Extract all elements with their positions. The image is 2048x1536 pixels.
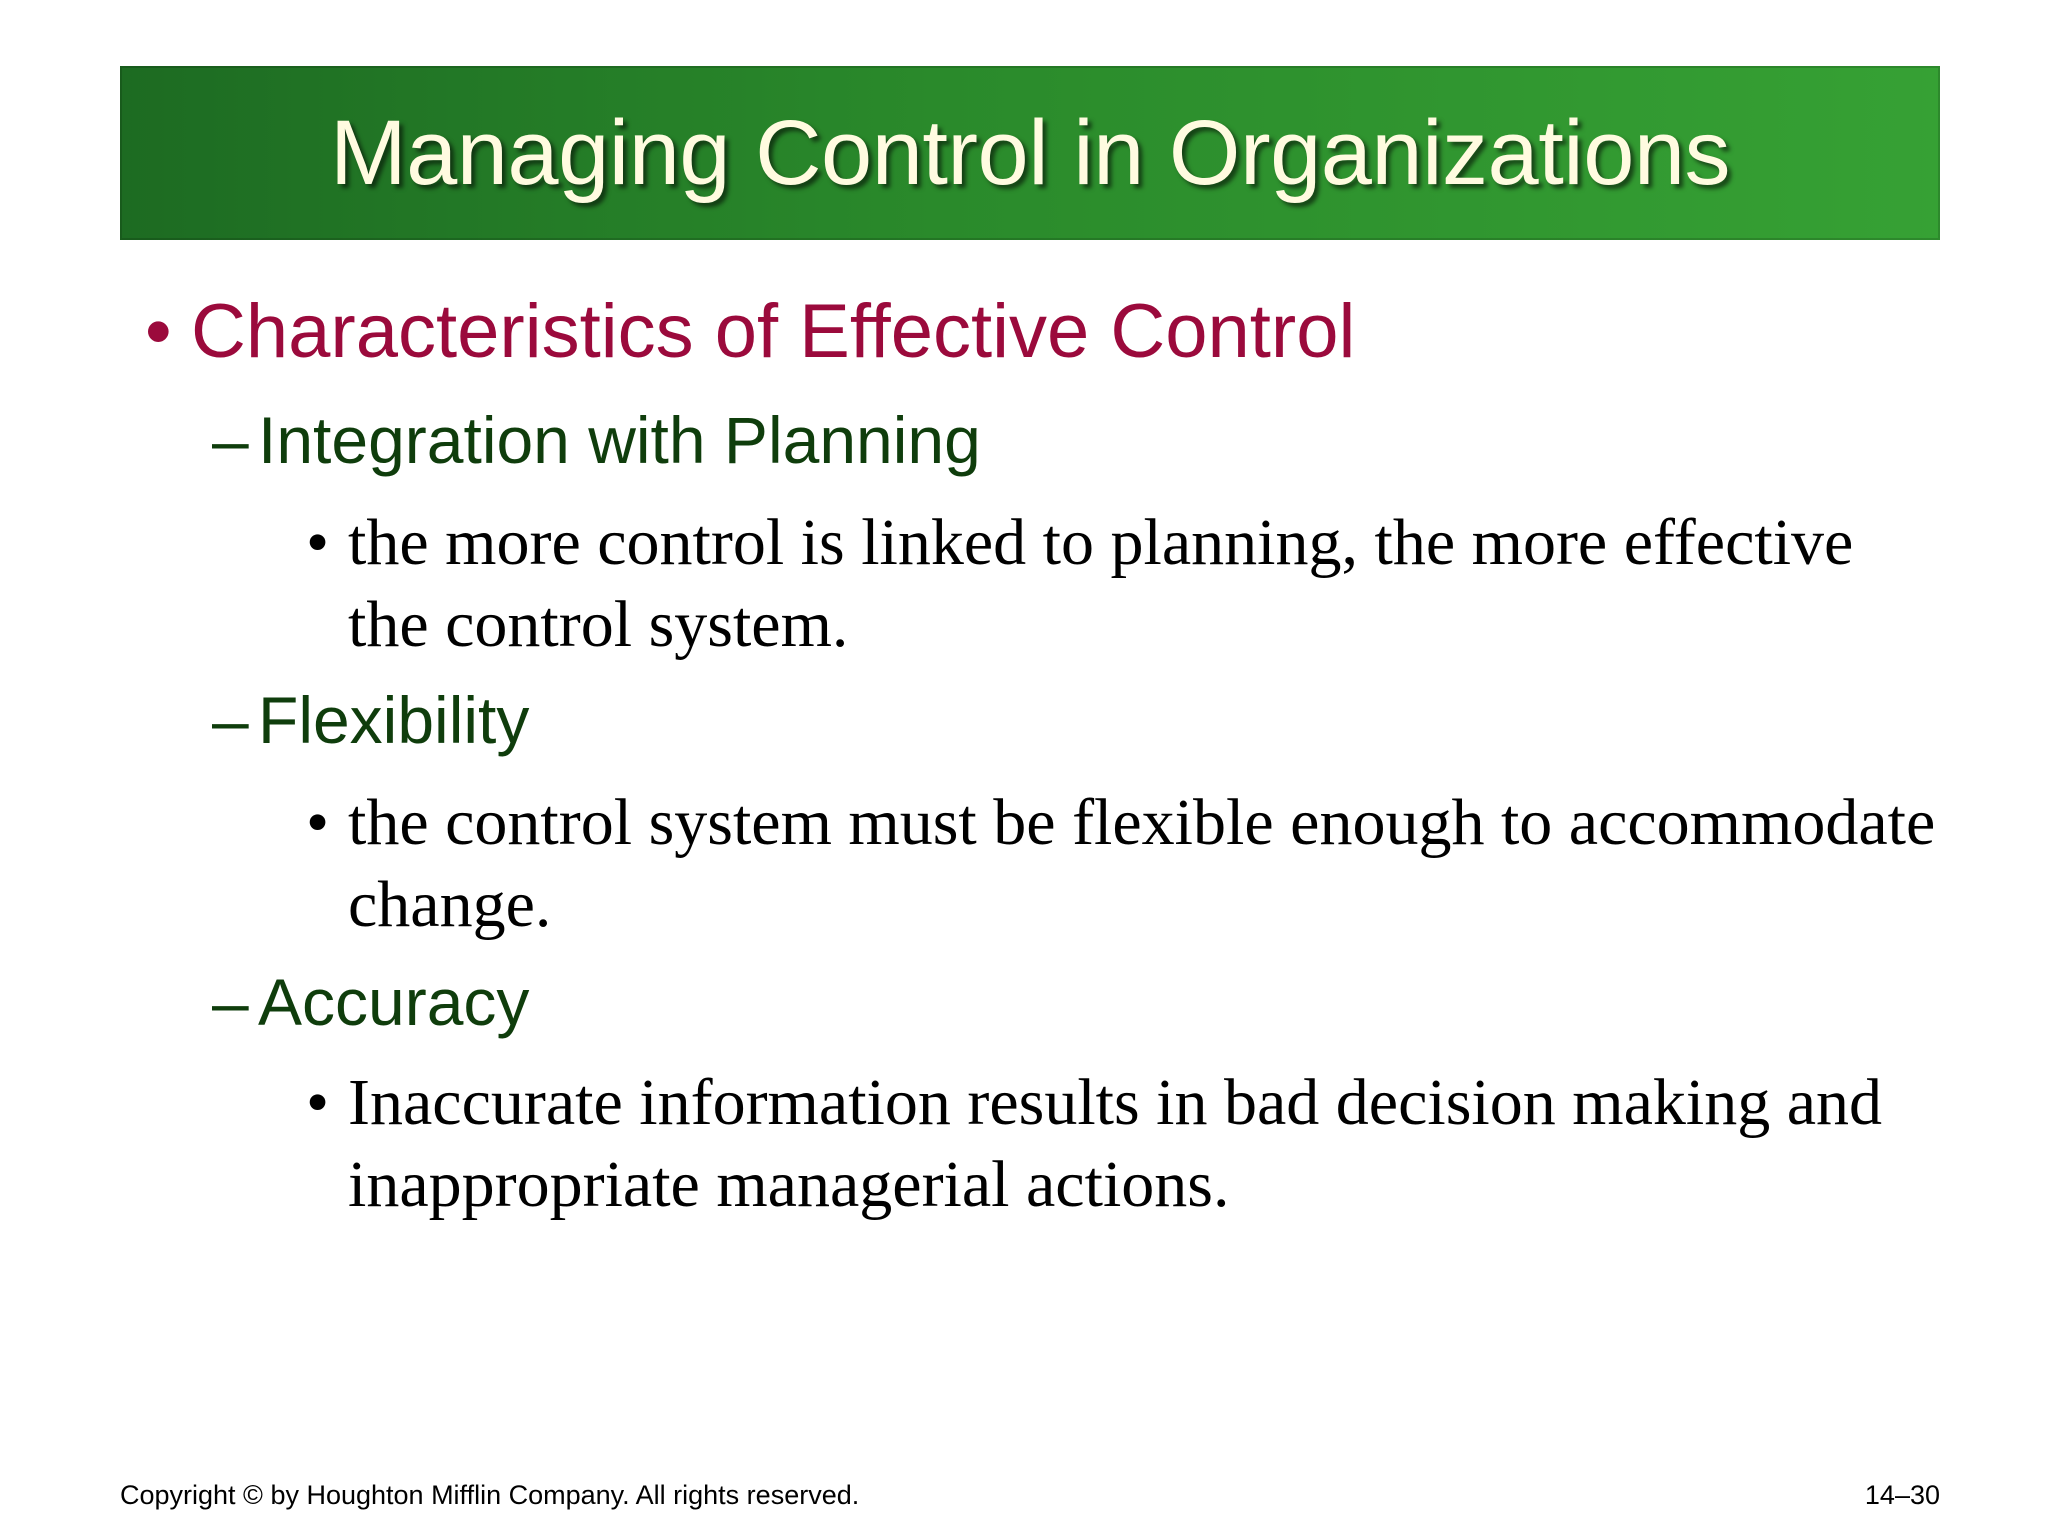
dash-icon: – (212, 683, 249, 757)
dash-icon: – (212, 965, 249, 1039)
section-label-accuracy (212, 964, 529, 1040)
copyright-notice: Copyright © by Houghton Mifflin Company. All rights reserved. (120, 1480, 860, 1510)
section-detail-text: the control system must be flexible enough to accommodate change. (348, 786, 1936, 941)
section-label-text: Accuracy (258, 965, 530, 1039)
section-label-integration (212, 402, 981, 478)
bullet-icon: • (306, 786, 330, 859)
section-detail-integration (306, 502, 1946, 666)
section-detail-accuracy (306, 1062, 1946, 1226)
heading-text: Characteristics of Effective Control (191, 289, 1356, 374)
dash-icon: – (212, 403, 249, 477)
bullet-icon: • (145, 289, 172, 374)
section-label-flexibility (212, 682, 529, 758)
bullet-icon: • (306, 1066, 330, 1139)
slide-title: Managing Control in Organizations (329, 101, 1731, 204)
section-label-text: Integration with Planning (258, 403, 981, 477)
section-detail-text: Inaccurate information results in bad decision making and inappropriate managerial actions. (348, 1066, 1883, 1221)
heading-bullet-item (145, 288, 1355, 375)
page-number: 14–30 (1864, 1480, 1940, 1510)
section-label-text: Flexibility (258, 683, 530, 757)
section-detail-flexibility (306, 782, 1946, 946)
bullet-icon: • (306, 506, 330, 579)
section-detail-text: the more control is linked to planning, the more effective the control system. (348, 506, 1854, 661)
